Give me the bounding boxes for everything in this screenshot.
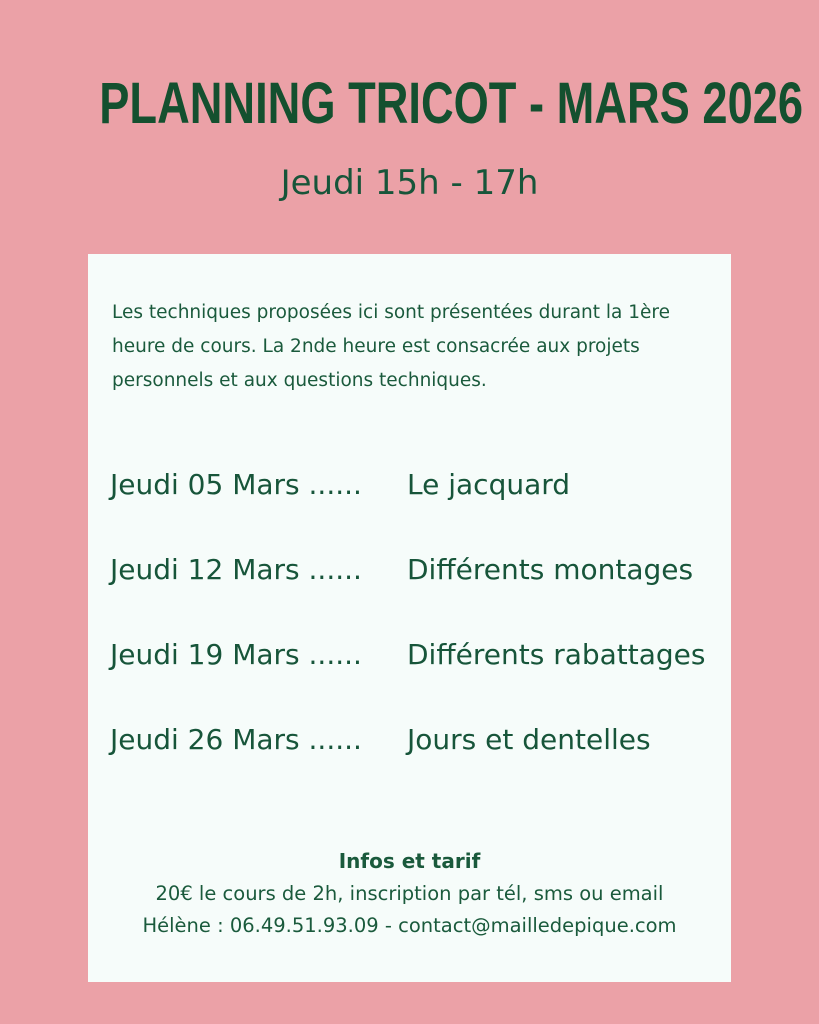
contact-line: Hélène : 06.49.51.93.09 - contact@mailledepique.com	[142, 914, 677, 937]
schedule-row	[110, 547, 720, 593]
schedule-topic: Jours et dentelles	[407, 723, 651, 756]
schedule-topic: Différents rabattages	[407, 638, 706, 671]
page-title	[0, 66, 819, 142]
price-line: 20€ le cours de 2h, inscription par tél, sms ou email	[155, 882, 664, 905]
schedule-row	[110, 632, 720, 678]
info-section	[88, 844, 731, 942]
content-card	[88, 254, 731, 982]
schedule-topic: Le jacquard	[407, 468, 571, 501]
schedule-row	[110, 717, 720, 763]
schedule-topic: Différents montages	[407, 553, 694, 586]
schedule-date: Jeudi 05 Mars ......	[110, 468, 362, 501]
schedule-row	[110, 462, 720, 508]
schedule-time: Jeudi 15h - 17h	[280, 163, 539, 203]
intro-paragraph: Les techniques proposées ici sont présentées durant la 1ère heure de cours. La 2nde heure est consacrée aux projets personnels et aux questions techniques.	[112, 302, 671, 391]
schedule-date: Jeudi 19 Mars ......	[110, 638, 362, 671]
schedule-date: Jeudi 12 Mars ......	[110, 553, 362, 586]
page-title-text: PLANNING TRICOT - MARS 2026	[99, 71, 804, 136]
info-heading: Infos et tarif	[338, 849, 481, 873]
schedule-date: Jeudi 26 Mars ......	[110, 723, 362, 756]
